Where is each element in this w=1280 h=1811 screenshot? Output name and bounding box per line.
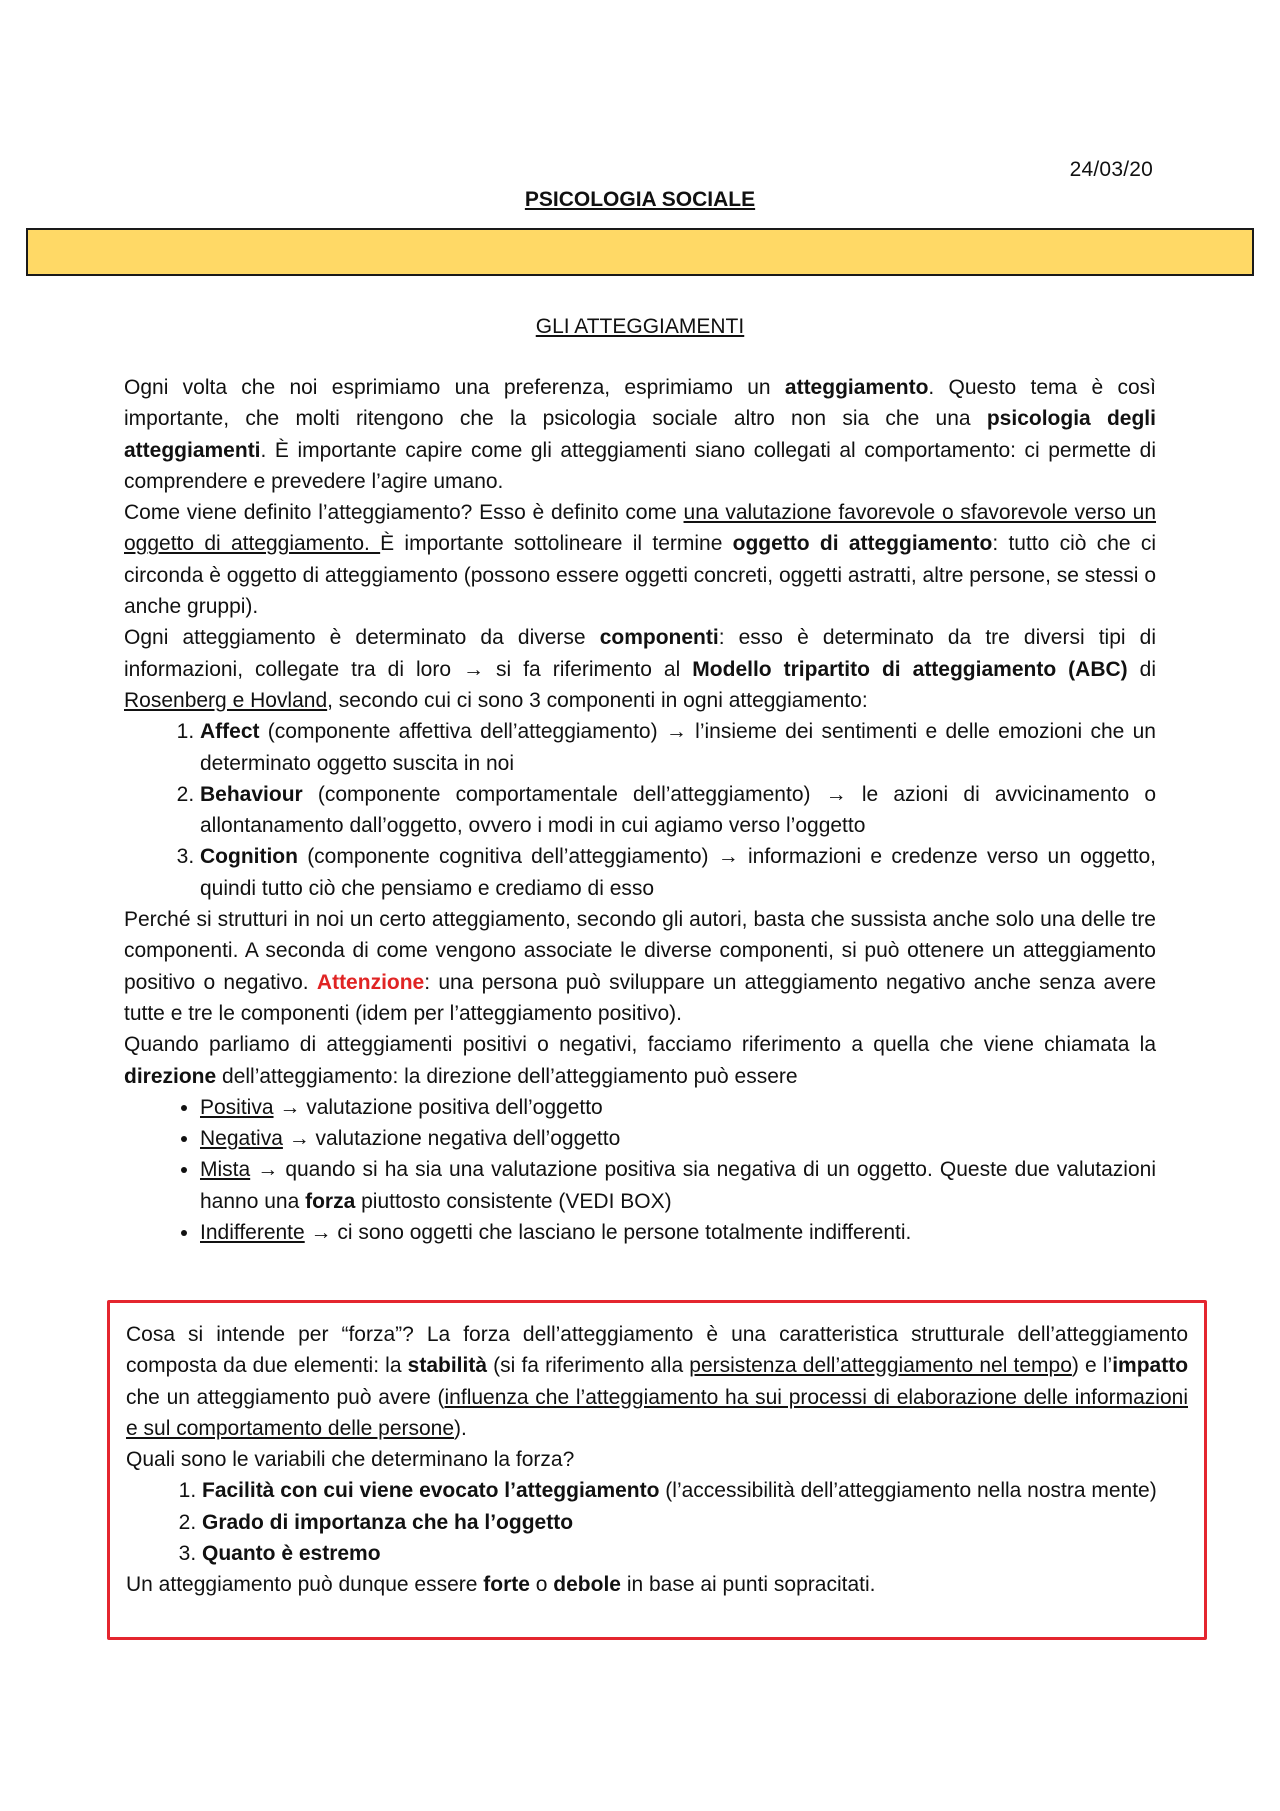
direction-paragraph: Quando parliamo di atteggiamenti positivi o negativi, facciamo riferimento a quella che viene chiamata la direzione dell’atteggiamento: la direzione dell’atteggiamento può essere: [124, 1033, 1156, 1088]
direction-list: [124, 1092, 1156, 1248]
list-item: 3. Quanto è estremo: [202, 1538, 1188, 1569]
strength-variables-list: [126, 1475, 1188, 1569]
intro-paragraph: Ogni volta che noi esprimiamo una preferenza, esprimiamo un atteggiamento. Questo tema è così importante, che molti ritengono che la psicologia sociale altro non sia che una psicologia degli atteggiamenti. È importante capire come gli atteggiamenti siano collegati al comportamento: ci permette di comprendere e prevedere l’agire umano.: [124, 376, 1156, 493]
box-question: Quali sono le variabili che determinano la forza?: [126, 1448, 575, 1472]
date: 24/03/20: [1069, 158, 1153, 181]
box-conclusion: Un atteggiamento può dunque essere forte o debole in base ai punti sopracitati.: [126, 1573, 876, 1597]
list-item: 2. Grado di importanza che ha l’oggetto: [202, 1507, 1188, 1538]
section-title: GLI ATTEGGIAMENTI: [535, 315, 745, 338]
page-title: PSICOLOGIA SOCIALE: [524, 188, 756, 211]
main-text: [124, 372, 1156, 1248]
definition-paragraph: Come viene definito l’atteggiamento? Esso è definito come una valutazione favorevole o sfavorevole verso un oggetto di atteggiamento. È importante sottolineare il termine oggetto di atteggiamento: tutto ciò che ci circonda è oggetto di atteggiamento (possono essere oggetti concreti, oggetti astratti, altre persone, se stessi o anche gruppi).: [124, 501, 1157, 619]
yellow-title-band: [26, 228, 1254, 276]
list-item: • Indifferente → ci sono oggetti che lasciano le persone totalmente indifferenti.: [200, 1217, 1156, 1248]
list-item: 3. Cognition (componente cognitiva dell’atteggiamento) → informazioni e credenze verso un oggetto, quindi tutto ciò che pensiamo e crediamo di esso: [200, 841, 1156, 904]
strength-box: [107, 1300, 1207, 1640]
list-item: 2. Behaviour (componente comportamentale dell’atteggiamento) → le azioni di avvicinamento o allontanamento dall’oggetto, ovvero i modi in cui agiamo verso l’oggetto: [200, 779, 1156, 842]
list-item: 1. Affect (componente affettiva dell’atteggiamento) → l’insieme dei sentimenti e delle emozioni che un determinato oggetto suscita in noi: [200, 716, 1156, 779]
list-item: 1. Facilità con cui viene evocato l’atteggiamento (l’accessibilità dell’atteggiamento nella nostra mente): [202, 1475, 1188, 1506]
list-item: • Positiva → valutazione positiva dell’oggetto: [200, 1092, 1156, 1123]
box-paragraph: Cosa si intende per “forza”? La forza dell’atteggiamento è una caratteristica strutturale dell’atteggiamento composta da due elementi: la stabilità (si fa riferimento alla persistenza dell’atteggiamento nel tempo) e l’impatto che un atteggiamento può avere (influenza che l’atteggiamento ha sui processi di elaborazione delle informazioni e sul comportamento delle persone).: [126, 1323, 1189, 1440]
list-item: • Negativa → valutazione negativa dell’oggetto: [200, 1123, 1156, 1154]
components-list: [124, 716, 1156, 904]
components-paragraph: Ogni atteggiamento è determinato da diverse componenti: esso è determinato da tre diversi tipi di informazioni, collegate tra di loro → si fa riferimento al Modello tripartito di atteggiamento (ABC) di Rosenberg e Hovland, secondo cui ci sono 3 componenti in ogni atteggiamento:: [124, 626, 1157, 712]
list-item: • Mista → quando si ha sia una valutazione positiva sia negativa di un oggetto. Queste due valutazioni hanno una forza piuttosto consistente (VEDI BOX): [200, 1154, 1156, 1217]
structure-paragraph: Perché si strutturi in noi un certo atteggiamento, secondo gli autori, basta che sussista anche solo una delle tre componenti. A seconda di come vengono associate le diverse componenti, si può ottenere un atteggiamento positivo o negativo. Attenzione: una persona può sviluppare un atteggiamento negativo anche senza avere tutte e tre le componenti (idem per l’atteggiamento positivo).: [124, 908, 1157, 1025]
